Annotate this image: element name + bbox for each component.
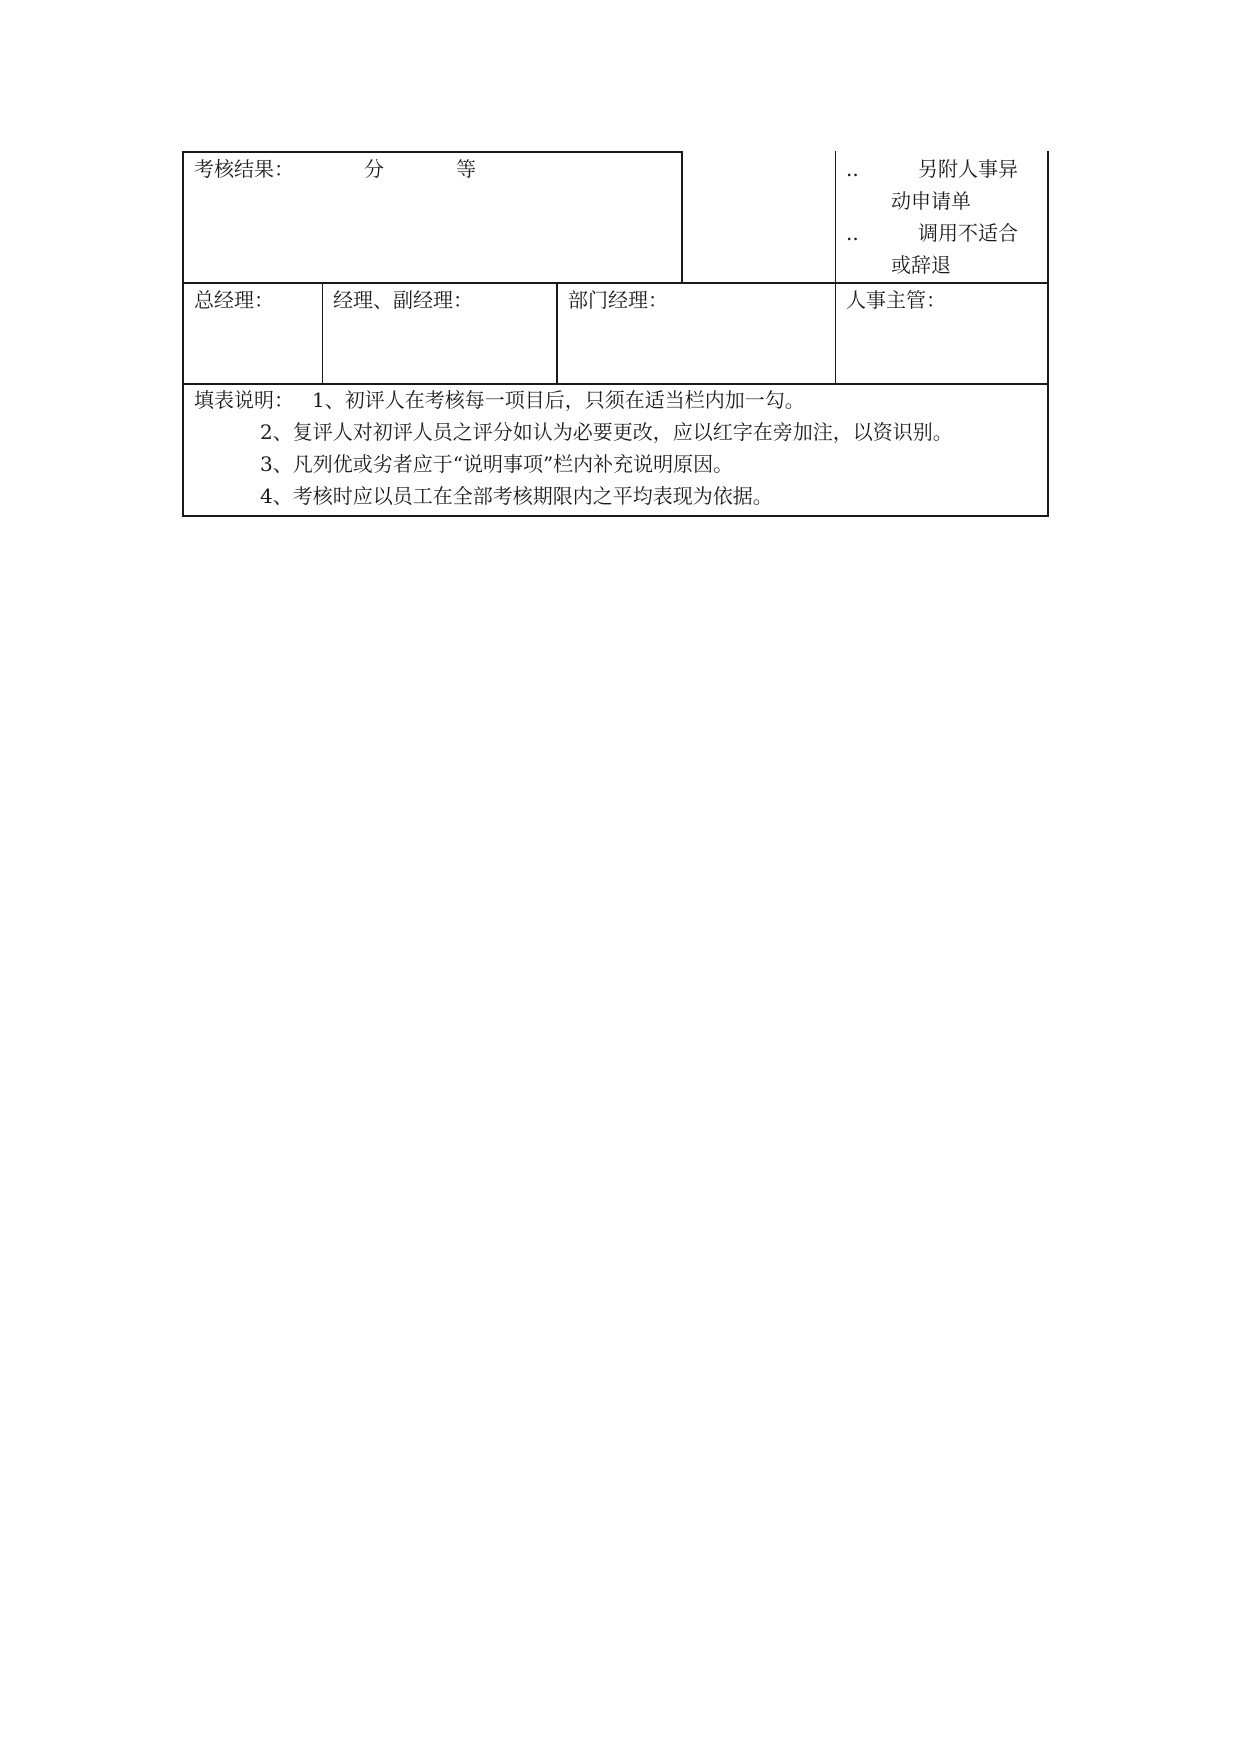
department-manager-label: 部门经理： [568, 288, 668, 312]
instruction-item-3: 3、凡列优或劣者应于“说明事项”栏内补充说明原因。 [260, 452, 734, 476]
options-cell [836, 151, 1047, 282]
option-1-line-1: 另附人事异 [918, 157, 1018, 181]
instructions-cell [184, 385, 1047, 515]
score-unit: 分 [364, 157, 384, 181]
general-manager-label: 总经理： [194, 288, 274, 312]
instructions-title: 填表说明： [194, 388, 294, 412]
instruction-item-1: 1、初评人在考核每一项目后，只须在适当栏内加一勾。 [312, 388, 805, 412]
hr-supervisor-label: 人事主管： [846, 288, 946, 312]
table-bottom-border [182, 515, 1049, 517]
table-right-border [1047, 151, 1049, 517]
option-1-line-2: 动申请单 [891, 189, 971, 213]
option-2-line-1: 调用不适合 [918, 221, 1018, 245]
option-2-mark: .. [846, 221, 859, 245]
grade-unit: 等 [456, 157, 476, 181]
option-2-line-2: 或辞退 [891, 253, 951, 277]
result-label: 考核结果： [194, 157, 294, 181]
instruction-item-4: 4、考核时应以员工在全部考核期限内之平均表现为依据。 [260, 484, 773, 508]
manager-deputy-label: 经理、副经理： [333, 288, 473, 312]
general-manager-cell [184, 284, 322, 383]
option-1-mark: .. [846, 157, 859, 181]
instruction-item-2: 2、复评人对初评人员之评分如认为必要更改，应以红字在旁加注，以资识别。 [260, 420, 953, 444]
manager-deputy-cell [323, 284, 556, 383]
blank-cell [683, 153, 835, 282]
department-manager-cell [558, 284, 835, 383]
hr-supervisor-cell [836, 284, 1047, 383]
result-cell [184, 153, 681, 282]
